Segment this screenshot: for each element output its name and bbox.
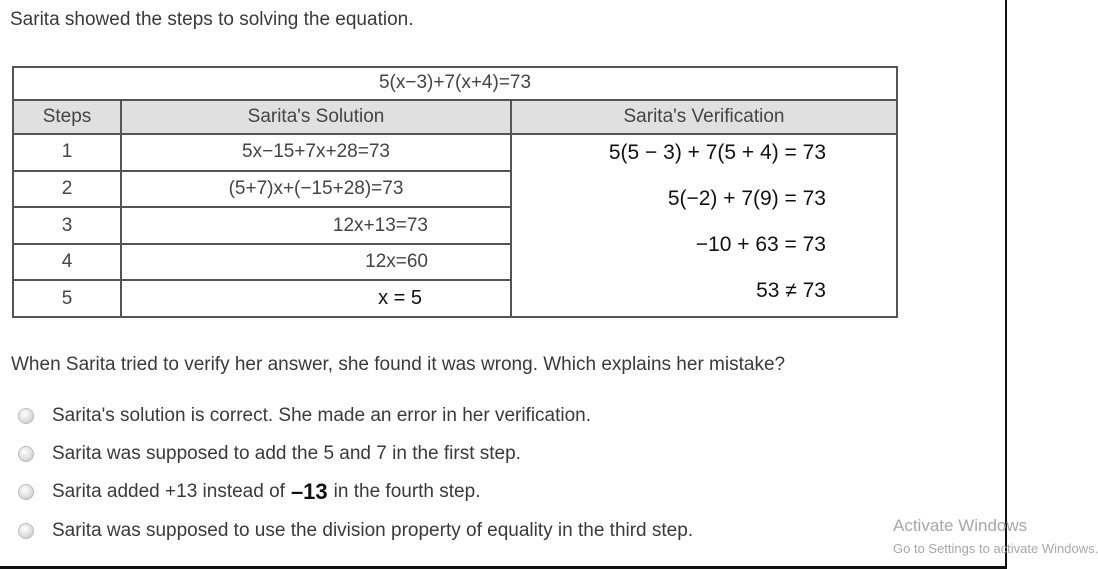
radio-button-icon[interactable] [18,446,34,462]
option-label: Sarita was supposed to use the division property of equality in the third step. [52,520,694,541]
equation-cell: 5(x−3)+7(x+4)=73 [13,67,897,100]
verification-line: −10 + 63 = 73 [695,233,826,257]
header-solution: Sarita's Solution [121,100,511,135]
solution-table [12,66,898,318]
verification-line: 5(−2) + 7(9) = 73 [667,187,826,211]
option-label: Sarita's solution is correct. She made an error in her verification. [52,405,592,426]
solution-cell: 5x−15+7x+28=73 [121,134,511,171]
header-steps: Steps [13,100,121,135]
option-label-before: Sarita added +13 instead of [52,481,285,502]
answer-option-1[interactable] [18,403,591,429]
step-number: 5 [13,280,121,317]
table-row [13,134,897,171]
activate-windows-subtext: Go to Settings to activate Windows. [893,541,1098,556]
answer-option-3[interactable] [18,479,480,505]
option-label: Sarita was supposed to add the 5 and 7 in the first step. [52,443,521,464]
step-number: 2 [13,171,121,208]
intro-text: Sarita showed the steps to solving the equation. [10,9,414,30]
step-number: 1 [13,134,121,171]
step-number: 4 [13,244,121,281]
verification-line: 53 ≠ 73 [756,279,826,303]
header-verification: Sarita's Verification [511,100,897,135]
answer-option-4[interactable] [18,518,693,544]
radio-button-icon[interactable] [18,484,34,500]
answer-option-2[interactable] [18,441,521,467]
radio-button-icon[interactable] [18,523,34,539]
option-label-emphasis: –13 [290,479,328,504]
solution-cell: 12x=60 [121,244,511,281]
solution-cell: 12x+13=73 [121,207,511,244]
option-label-after: in the fourth step. [333,481,481,502]
verification-cell [511,134,897,317]
solution-cell: (5+7)x+(−15+28)=73 [121,171,511,208]
solution-cell: x = 5 [121,280,511,317]
equation-row [13,67,897,100]
question-text: When Sarita tried to verify her answer, she found it was wrong. Which explains her mistake? [11,354,786,375]
header-row [13,100,897,135]
step-number: 3 [13,207,121,244]
verification-line: 5(5 − 3) + 7(5 + 4) = 73 [608,141,826,165]
activate-windows-watermark: Activate Windows [893,516,1028,535]
radio-button-icon[interactable] [18,408,34,424]
